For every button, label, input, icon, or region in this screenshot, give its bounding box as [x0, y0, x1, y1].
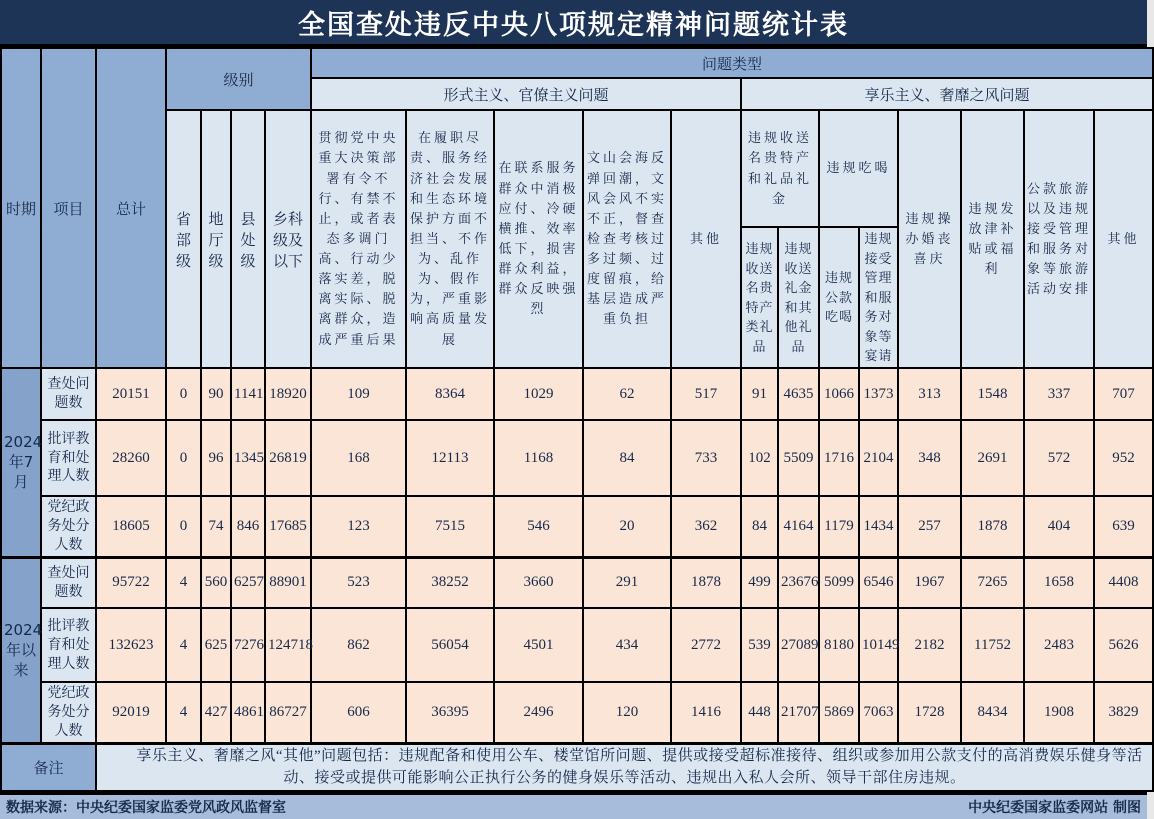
value-cell: 17685 — [265, 496, 311, 557]
value-cell: 606 — [311, 682, 406, 743]
group-header-level: 级别 — [166, 48, 311, 110]
value-cell: 639 — [1094, 496, 1153, 557]
value-cell: 625 — [201, 608, 231, 682]
col-header-formalism-3: 在联系服务群众中消极应付、冷硬横推、效率低下，损害群众利益，群众反映强烈 — [494, 110, 583, 368]
value-cell: 109 — [311, 368, 406, 420]
value-cell: 21707 — [778, 682, 819, 743]
value-cell: 4861 — [231, 682, 265, 743]
credit-text: 中央纪委国家监委网站 制图 — [968, 800, 1141, 817]
value-cell: 1373 — [859, 368, 898, 420]
value-cell: 7515 — [406, 496, 494, 557]
value-cell: 1141 — [231, 368, 265, 420]
value-cell: 546 — [494, 496, 583, 557]
value-cell: 517 — [671, 368, 741, 420]
value-cell: 1716 — [819, 420, 859, 496]
value-cell: 11752 — [961, 608, 1024, 682]
value-cell: 0 — [166, 496, 201, 557]
col-header-level-provincial: 省部级 — [166, 110, 201, 368]
table-row — [1, 496, 1153, 557]
row-label: 党纪政务处分人数 — [41, 496, 96, 557]
value-cell: 18605 — [96, 496, 166, 557]
table-row — [1, 368, 1153, 420]
value-cell: 4635 — [778, 368, 819, 420]
value-cell: 28260 — [96, 420, 166, 496]
value-cell: 1416 — [671, 682, 741, 743]
value-cell: 2483 — [1024, 608, 1094, 682]
value-cell: 102 — [741, 420, 778, 496]
value-cell: 348 — [898, 420, 961, 496]
value-cell: 8180 — [819, 608, 859, 682]
value-cell: 1878 — [961, 496, 1024, 557]
value-cell: 86727 — [265, 682, 311, 743]
value-cell: 1728 — [898, 682, 961, 743]
value-cell: 499 — [741, 557, 778, 608]
value-cell: 124718 — [265, 608, 311, 682]
value-cell: 1345 — [231, 420, 265, 496]
value-cell: 12113 — [406, 420, 494, 496]
value-cell: 4164 — [778, 496, 819, 557]
value-cell: 291 — [583, 557, 671, 608]
value-cell: 7276 — [231, 608, 265, 682]
col-header-dining-banquets: 违规接受管理和服务对象等宴请 — [859, 227, 898, 368]
value-cell: 8364 — [406, 368, 494, 420]
value-cell: 4 — [166, 557, 201, 608]
col-header-level-prefecture: 地厅级 — [201, 110, 231, 368]
value-cell: 123 — [311, 496, 406, 557]
value-cell: 4501 — [494, 608, 583, 682]
value-cell: 0 — [166, 368, 201, 420]
value-cell: 74 — [201, 496, 231, 557]
col-header-gifts-cash: 违规收送礼金和其他礼品 — [778, 227, 819, 368]
value-cell: 120 — [583, 682, 671, 743]
col-header-hedonism-other: 其他 — [1094, 110, 1153, 368]
value-cell: 362 — [671, 496, 741, 557]
value-cell: 88901 — [265, 557, 311, 608]
table-row — [1, 608, 1153, 682]
col-header-gifts-specialty: 违规收送名贵特产类礼品 — [741, 227, 778, 368]
value-cell: 26819 — [265, 420, 311, 496]
value-cell: 448 — [741, 682, 778, 743]
footer-bar — [0, 792, 1147, 819]
col-header-level-township: 乡科级及以下 — [265, 110, 311, 368]
period-cell: 2024年以来 — [1, 557, 41, 743]
value-cell: 733 — [671, 420, 741, 496]
value-cell: 10149 — [859, 608, 898, 682]
value-cell: 4 — [166, 682, 201, 743]
value-cell: 6257 — [231, 557, 265, 608]
page-title: 全国查处违反中央八项规定精神问题统计表 — [0, 0, 1147, 47]
value-cell: 7063 — [859, 682, 898, 743]
value-cell: 434 — [583, 608, 671, 682]
col-header-level-county: 县处级 — [231, 110, 265, 368]
col-header-formalism-other: 其他 — [671, 110, 741, 368]
table-body — [1, 368, 1153, 743]
group-header-formalism: 形式主义、官僚主义问题 — [311, 78, 741, 110]
value-cell: 23676 — [778, 557, 819, 608]
value-cell: 5626 — [1094, 608, 1153, 682]
value-cell: 5509 — [778, 420, 819, 496]
col-header-travel: 公款旅游以及违规接受管理和服务对象等旅游活动安排 — [1024, 110, 1094, 368]
table-row — [1, 557, 1153, 608]
period-cell: 2024年7月 — [1, 368, 41, 557]
remarks-text: 享乐主义、奢靡之风“其他”问题包括：违规配备和使用公车、楼堂馆所问题、提供或接受超标准接待、组织或参加用公款支付的高消费娱乐健身等活动、接受或提供可能影响公正执行公务的健身娱乐等活动、违规出入私人会所、领导干部住房违规。 — [96, 743, 1153, 791]
col-header-allowances: 违规发放津补贴或福利 — [961, 110, 1024, 368]
value-cell: 2182 — [898, 608, 961, 682]
value-cell: 7265 — [961, 557, 1024, 608]
col-header-period: 时期 — [1, 48, 41, 368]
row-label: 查处问题数 — [41, 557, 96, 608]
statistics-table — [0, 47, 1154, 792]
col-header-wedding-funeral: 违规操办婚丧喜庆 — [898, 110, 961, 368]
value-cell: 952 — [1094, 420, 1153, 496]
value-cell: 2104 — [859, 420, 898, 496]
value-cell: 560 — [201, 557, 231, 608]
value-cell: 1967 — [898, 557, 961, 608]
value-cell: 1066 — [819, 368, 859, 420]
value-cell: 132623 — [96, 608, 166, 682]
data-source-text: 数据来源：中央纪委国家监委党风政风监督室 — [6, 800, 286, 817]
value-cell: 56054 — [406, 608, 494, 682]
col-header-total: 总计 — [96, 48, 166, 368]
group-header-gifts: 违规收送名贵特产和礼品礼金 — [741, 110, 819, 227]
group-header-dining: 违规吃喝 — [819, 110, 898, 227]
value-cell: 8434 — [961, 682, 1024, 743]
col-header-formalism-4: 文山会海反弹回潮，文风会风不实不正，督查检查考核过多过频、过度留痕，给基层造成严重负担 — [583, 110, 671, 368]
value-cell: 3829 — [1094, 682, 1153, 743]
value-cell: 84 — [741, 496, 778, 557]
value-cell: 18920 — [265, 368, 311, 420]
value-cell: 168 — [311, 420, 406, 496]
value-cell: 2691 — [961, 420, 1024, 496]
group-header-problem-type: 问题类型 — [311, 48, 1153, 78]
value-cell: 90 — [201, 368, 231, 420]
value-cell: 2496 — [494, 682, 583, 743]
value-cell: 707 — [1094, 368, 1153, 420]
value-cell: 4 — [166, 608, 201, 682]
value-cell: 6546 — [859, 557, 898, 608]
table-row — [1, 420, 1153, 496]
value-cell: 92019 — [96, 682, 166, 743]
value-cell: 1658 — [1024, 557, 1094, 608]
value-cell: 4408 — [1094, 557, 1153, 608]
value-cell: 27089 — [778, 608, 819, 682]
value-cell: 313 — [898, 368, 961, 420]
value-cell: 2772 — [671, 608, 741, 682]
row-label: 批评教育和处理人数 — [41, 608, 96, 682]
remarks-label: 备注 — [1, 743, 96, 791]
value-cell: 1908 — [1024, 682, 1094, 743]
value-cell: 404 — [1024, 496, 1094, 557]
value-cell: 427 — [201, 682, 231, 743]
col-header-formalism-2: 在履职尽责、服务经济社会发展和生态环境保护方面不担当、不作为、乱作为、假作为，严重影响高质量发展 — [406, 110, 494, 368]
value-cell: 96 — [201, 420, 231, 496]
value-cell: 862 — [311, 608, 406, 682]
value-cell: 20 — [583, 496, 671, 557]
value-cell: 539 — [741, 608, 778, 682]
value-cell: 1878 — [671, 557, 741, 608]
value-cell: 62 — [583, 368, 671, 420]
table-row — [1, 682, 1153, 743]
value-cell: 84 — [583, 420, 671, 496]
col-header-dining-public-funds: 违规公款吃喝 — [819, 227, 859, 368]
value-cell: 523 — [311, 557, 406, 608]
value-cell: 1029 — [494, 368, 583, 420]
value-cell: 95722 — [96, 557, 166, 608]
col-header-item: 项目 — [41, 48, 96, 368]
row-label: 查处问题数 — [41, 368, 96, 420]
value-cell: 337 — [1024, 368, 1094, 420]
col-header-formalism-1: 贯彻党中央重大决策部署有令不行、有禁不止，或者表态多调门高、行动少落实差，脱离实际、脱离群众，造成严重后果 — [311, 110, 406, 368]
value-cell: 20151 — [96, 368, 166, 420]
value-cell: 1179 — [819, 496, 859, 557]
value-cell: 5099 — [819, 557, 859, 608]
value-cell: 572 — [1024, 420, 1094, 496]
value-cell: 5869 — [819, 682, 859, 743]
value-cell: 0 — [166, 420, 201, 496]
value-cell: 91 — [741, 368, 778, 420]
value-cell: 38252 — [406, 557, 494, 608]
remarks-row — [1, 743, 1153, 791]
value-cell: 257 — [898, 496, 961, 557]
value-cell: 36395 — [406, 682, 494, 743]
value-cell: 1548 — [961, 368, 1024, 420]
row-label: 批评教育和处理人数 — [41, 420, 96, 496]
value-cell: 3660 — [494, 557, 583, 608]
row-label: 党纪政务处分人数 — [41, 682, 96, 743]
value-cell: 1168 — [494, 420, 583, 496]
value-cell: 846 — [231, 496, 265, 557]
value-cell: 1434 — [859, 496, 898, 557]
group-header-hedonism: 享乐主义、奢靡之风问题 — [741, 78, 1153, 110]
